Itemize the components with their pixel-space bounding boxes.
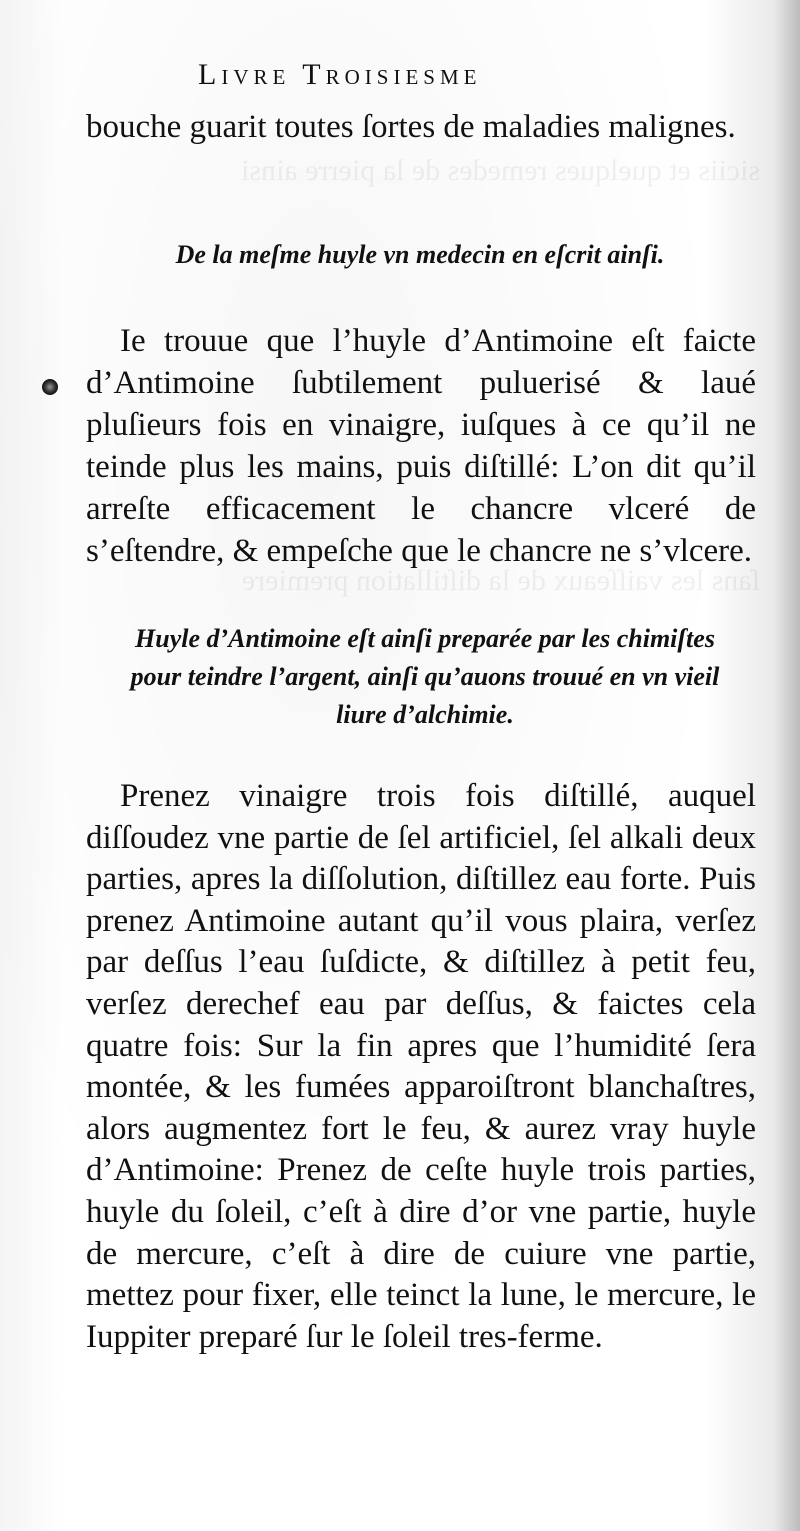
running-head: Livre Troisiesme xyxy=(198,58,482,91)
show-through-text: ſans les vaiſſeaux de la diſtillation premiere xyxy=(241,564,760,597)
section-heading: De la meſme huyle vn medecin en eſcrit ainſi. xyxy=(175,240,665,269)
paragraph: Ie trouue que l’huyle d’Antimoine eſt faicte d’Antimoine ſubtilement puluerisé & laué pluſieurs fois en vinaigre, iuſques à ce qu’il ne teinde plus les mains, puis diſtillé: L’on dit qu’il arreſte efficacement le chancre vlceré de s’eſtendre, & empeſche que le chancre ne s’vlcere. xyxy=(86,323,756,569)
page-edge-shadow xyxy=(772,0,800,1531)
show-through-text: siciis et quelques remedes de la pierre ainsi xyxy=(241,154,760,187)
paragraph: Prenez vinaigre trois fois diſtillé, auquel diſſoudez vne partie de ſel artificiel, ſel alkali deux parties, apres la diſſolution, diſtillez eau forte. Puis prenez Antimoine autant qu’il vous plaira, verſez par deſſus l’eau ſuſdicte, & diſtillez à petit feu, verſez derechef eau par deſſus, & faictes cela quatre fois: Sur la fin apres que l’humidité ſera montée, & les fumées apparoiſtront blanchaſtres, alors augmentez fort le feu, & aurez vray huyle d’Antimoine: Prenez de ceſte huyle trois parties, huyle du ſoleil, c’eſt à dire d’or vne partie, huyle de mercure, c’eſt à dire de cuiure vne partie, mettez pour fixer, elle teinct la lune, le mercure, le Iuppiter preparé ſur le ſoleil tres-ferme. xyxy=(86,778,756,1355)
continuation-text: bouche guarit toutes ſortes de maladies malignes. xyxy=(86,109,736,145)
ink-blot xyxy=(42,379,58,395)
section-heading: Huyle d’Antimoine eſt ainſi preparée par les chimiſtes pour teindre l’argent, ainſi qu’auons trouué en vn vieil liure d’alchimie. xyxy=(130,624,720,729)
